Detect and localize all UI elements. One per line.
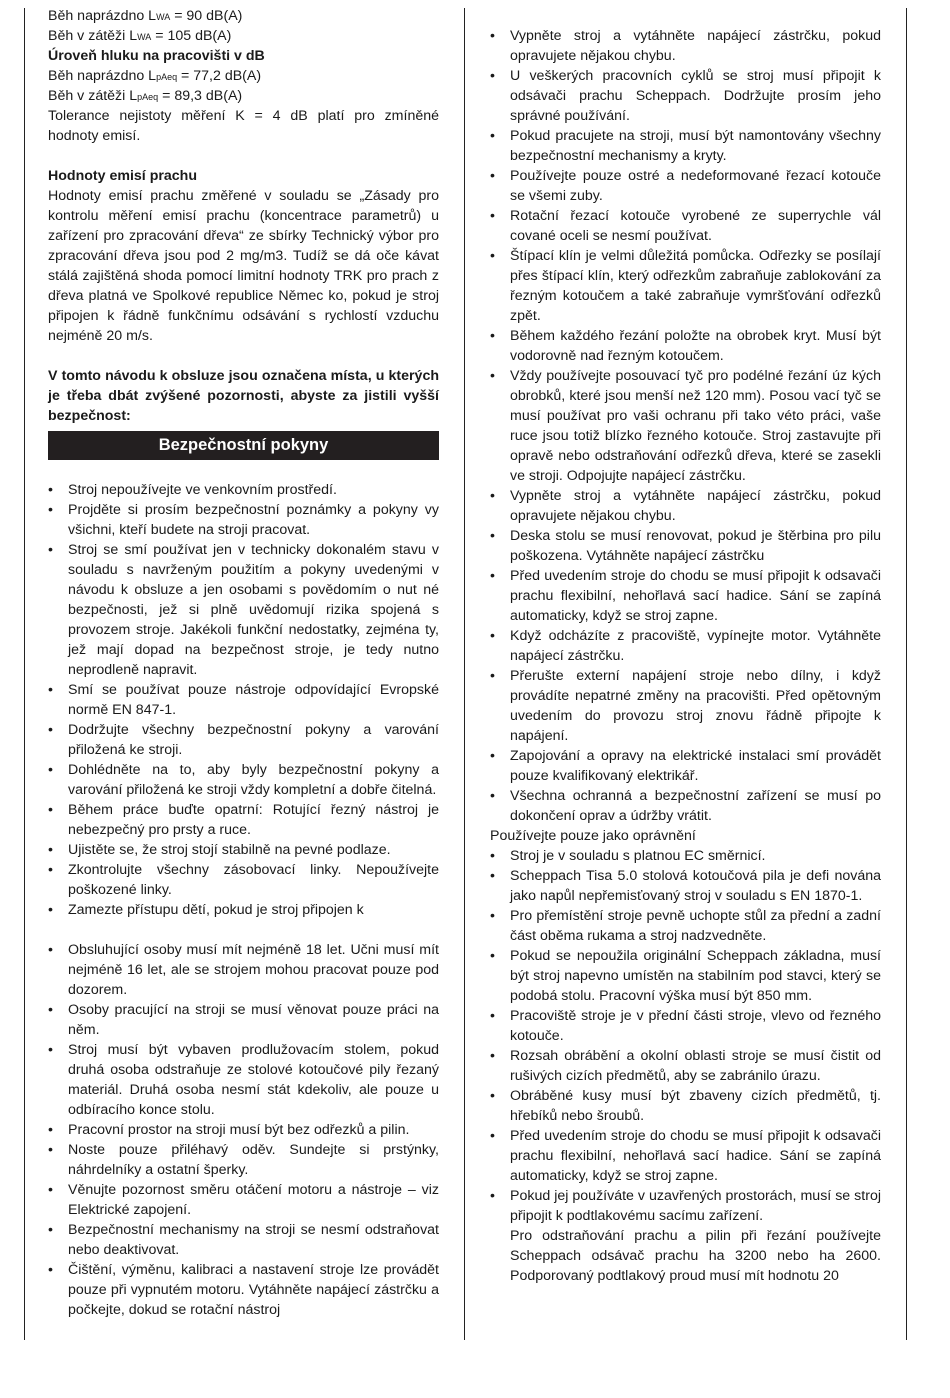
list-item: • Před uvedením stroje do chodu se musí připojit k odsavači prachu flexibilní, nehořlavá sací hadice. Sání se zapíná automaticky, když se stroj zapne. [490, 566, 881, 626]
spacer [48, 346, 439, 366]
safety-list-a [48, 480, 439, 920]
list-item: • Rozsah obrábění a okolní oblasti stroje se musí čistit od rušivých cizích předmětů, aby se zabránilo úrazu. [490, 1046, 881, 1086]
list-item: • Bezpečnostní mechanismy na stroji se nesmí odstraňovat nebo deaktivovat. [48, 1220, 439, 1260]
right-column [490, 6, 881, 1286]
list-item: • Štípací klín je velmi důležitá pomůcka. Odřezky se posílají přes štípací klín, který odřezkům zabraňuje zablokování za řezným kotoučem a také zabraňuje vymršťování odřezků zpět. [490, 246, 881, 326]
list-item: • Zkontrolujte všechny zásobovací linky. Nepoužívejte poškozené linky. [48, 860, 439, 900]
list-item: • Před uvedením stroje do chodu se musí připojit k odsavači prachu flexibilní, nehořlavá sací hadice. Sání se zapíná automaticky, když se stroj zapne. [490, 1126, 881, 1186]
workplace-noise-load: Běh v zátěži LpAeq = 89,3 dB(A) [48, 88, 243, 104]
safety-instructions-heading: Bezpečnostní pokyny [48, 431, 439, 460]
list-item: • Vždy používejte posouvací tyč pro podélné řezání úz kých obrobků, které jsou menší než 120 mm). Posou vací tyč se musí používat pro vaši ochranu při tako véto práci, vaše ruce jsou totiž blízko řezného kotouče. Stroj zastavujte při opravě nebo odstraňování odřezků dřeva, které se zasekli ve stroji. Odpojujte napájecí zástrčku. [490, 366, 881, 486]
list-item: • Pokud jej používáte v uzavřených prostorách, musí se stroj připojit k podtlakovému sacímu zařízení. [490, 1186, 881, 1226]
list-item: • Všechna ochranná a bezpečnostní zařízení se musí po dokončení oprav a údržby vrátit. [490, 786, 881, 826]
spacer [48, 920, 439, 940]
list-item: • U veškerých pracovních cyklů se stroj musí připojit k odsávači prachu Scheppach. Dodržujte prosím jeho správné používání. [490, 66, 881, 126]
dust-paragraph: Hodnoty emisí prachu změřené v souladu se „Zásady pro kontrolu měření emisí prachu (koncentrace parametrů) u zařízení pro zpracování dřeva“ ze sbírky Technický výbor pro zpracování dřeva jsou pod 2 mg/m3. Tudíž se dá oče kávat stálá zajištěná shoda pomocí limitní hodnoty TRK pro prach z dřeva platná ve Spolkové republice Němec ko, pokud je stroj připojen k řádně funkčnímu odsávání s rychlostí vzduchu nejméně 20 m/s. [48, 188, 439, 344]
dust-heading: Hodnoty emisí prachu [48, 168, 197, 184]
list-item: • Čištění, výměnu, kalibraci a nastavení stroje lze provádět pouze při vypnutém motoru. Vytáhněte napájecí zástrčku a počkejte, dokud se rotační nástroj [48, 1260, 439, 1320]
list-item: • Zapojování a opravy na elektrické instalaci smí provádět pouze kvalifikovaný elektrikář. [490, 746, 881, 786]
list-item: • Obsluhující osoby musí mít nejméně 18 let. Učni musí mít nejméně 16 let, ale se strojem mohou pracovat pouze pod dozorem. [48, 940, 439, 1000]
list-item: • Používejte pouze ostré a nedeformované řezací kotouče se všemi zuby. [490, 166, 881, 206]
list-item: • Deska stolu se musí renovovat, pokud je štěrbina pro pilu poškozena. Vytáhněte napájecí zástrčku [490, 526, 881, 566]
list-item: • Smí se používat pouze nástroje odpovídající Evropské normě EN 847-1. [48, 680, 439, 720]
left-margin-rule [24, 8, 25, 1340]
left-column [48, 6, 439, 1320]
list-item: • Obráběné kusy musí být zbaveny cizích předmětů, tj. hřebíků nebo šroubů. [490, 1086, 881, 1126]
list-item: • Ujistěte se, že stroj stojí stabilně na pevné podlaze. [48, 840, 439, 860]
noise-power-idle: Běh naprázdno LWA = 90 dB(A) [48, 8, 243, 24]
list-item: • Když odcházíte z pracoviště, vypínejte motor. Vytáhněte napájecí zástrčku. [490, 626, 881, 666]
list-item: • Osoby pracující na stroji se musí věnovat pouze práci na něm. [48, 1000, 439, 1040]
safety-list-c [490, 26, 881, 826]
list-item: • Pokud se nepoužila originální Scheppach základna, musí být stroj napevno umístěn na stabilním pod stavci, který se podobá stolu. Pracovní výška musí být 850 mm. [490, 946, 881, 1006]
list-item: • Přerušte externí napájení stroje nebo dílny, i když provádíte nepatrné změny na pracovišti. Před opětovným uvedením do provozu stroj znovu řádně připojte k napájení. [490, 666, 881, 746]
list-item: • Noste pouze přiléhavý oděv. Sundejte si prstýnky, náhrdelníky a ostatní šperky. [48, 1140, 439, 1180]
attention-paragraph: V tomto návodu k obsluze jsou označena místa, u kterých je třeba dbát zvýšené pozornosti, abyste za jistili vyšší bezpečnost: [48, 368, 439, 424]
list-item: • Dodržujte všechny bezpečnostní pokyny a varování přiložená ke stroji. [48, 720, 439, 760]
list-item: • Věnujte pozornost směru otáčení motoru a nástroje – viz Elektrické zapojení. [48, 1180, 439, 1220]
workplace-noise-heading: Úroveň hluku na pracovišti v dB [48, 48, 265, 64]
workplace-noise-idle: Běh naprázdno LpAeq = 77,2 dB(A) [48, 68, 262, 84]
list-item: • Vypněte stroj a vytáhněte napájecí zástrčku, pokud opravujete nějakou chybu. [490, 26, 881, 66]
safety-list-b [48, 940, 439, 1320]
dust-extraction-paragraph: Pro odstraňování prachu a pilin při řezání používejte Scheppach odsávač prachu ha 3200 nebo ha 2600. Podporovaný podtlakový proud musí mít hodnotu 20 [510, 1228, 881, 1284]
tolerance-paragraph: Tolerance nejistoty měření K = 4 dB platí pro zmíněné hodnoty emisí. [48, 108, 439, 144]
list-item: • Pro přemístění stroje pevně uchopte stůl za přední a zadní část oběma rukama a stroj nadzvedněte. [490, 906, 881, 946]
list-item: • Zamezte přístupu dětí, pokud je stroj připojen k [48, 900, 439, 920]
list-item: • Vypněte stroj a vytáhněte napájecí zástrčku, pokud opravujete nějakou chybu. [490, 486, 881, 526]
list-item: • Stroj nepoužívejte ve venkovním prostředí. [48, 480, 439, 500]
spacer [48, 146, 439, 166]
right-margin-rule [906, 8, 907, 1340]
list-item: • Pracoviště stroje je v přední části stroje, vlevo od řezného kotouče. [490, 1006, 881, 1046]
list-item: • Stroj je v souladu s platnou EC směrnicí. [490, 846, 881, 866]
noise-power-load: Běh v zátěži LWA = 105 dB(A) [48, 28, 232, 44]
list-item: • Během práce buďte opatrní: Rotující řezný nástroj je nebezpečný pro prsty a ruce. [48, 800, 439, 840]
list-item: • Pracovní prostor na stroji musí být bez odřezků a pilin. [48, 1120, 439, 1140]
list-item: • Stroj se smí používat jen v technicky dokonalém stavu v souladu s navrženým použitím a pokyny uvedenými v návodu k obsluze a jen osobami s povědomím o nut né bezpečnosti, jež si plně uvědomují rizika spojená s provozem stroje. Jakékoli funkční nedostatky, zejména ty, jež mají dopad na bezpečnost stroje, je tedy nutno neprodleně napravit. [48, 540, 439, 680]
intended-use-list [490, 846, 881, 1226]
list-item: • Projděte si prosím bezpečnostní poznámky a pokyny vy všichni, kteří budete na stroji pracovat. [48, 500, 439, 540]
list-item: • Během každého řezání položte na obrobek kryt. Musí být vodorovně nad řezným kotoučem. [490, 326, 881, 366]
intended-use-line: Používejte pouze jako oprávnění [490, 828, 696, 844]
list-item: • Dohlédněte na to, aby byly bezpečnostní pokyny a varování přiložená ke stroji vždy kompletní a dobře čitelná. [48, 760, 439, 800]
list-item: • Scheppach Tisa 5.0 stolová kotoučová pila je defi novánа jako napůl nepřemisťovaný stroj v souladu s EN 1870-1. [490, 866, 881, 906]
center-column-rule [464, 8, 465, 1340]
list-item: • Stroj musí být vybaven prodlužovacím stolem, pokud druhá osoba odstraňuje ze stolové kotoučové pily řezaný materiál. Druhá osoba nesmí stát kdekoliv, ale pouze u odbíracího konce stolu. [48, 1040, 439, 1120]
list-item: • Rotační řezací kotouče vyrobené ze superrychle vál cované oceli se nesmí používat. [490, 206, 881, 246]
list-item: • Pokud pracujete na stroji, musí být namontovány všechny bezpečnostní mechanismy a kryty. [490, 126, 881, 166]
